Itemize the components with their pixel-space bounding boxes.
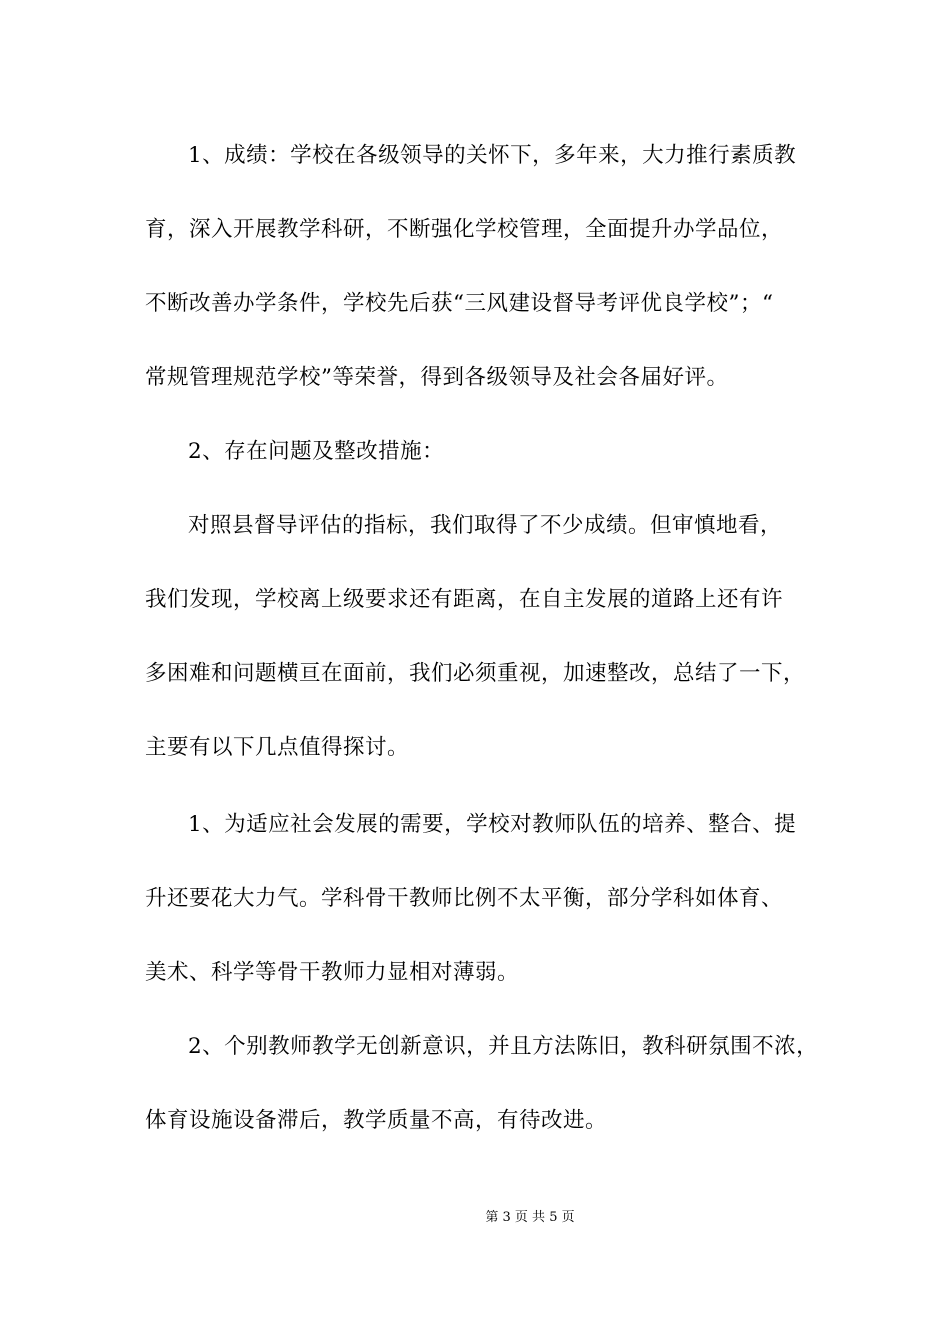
paragraph-line: 升还要花大力气。学科骨干教师比例不太平衡，部分学科如体育、	[145, 886, 784, 911]
paragraph-line: 1、为适应社会发展的需要，学校对教师队伍的培养、整合、提	[188, 812, 797, 837]
page-number-footer: 第 3 页 共 5 页	[485, 1210, 575, 1225]
paragraph-line: 常规管理规范学校”等荣誉，得到各级领导及社会各届好评。	[145, 365, 729, 390]
paragraph-line: 育，深入开展教学科研，不断强化学校管理，全面提升办学品位，	[145, 217, 784, 242]
paragraph-line: 多困难和问题横亘在面前，我们必须重视，加速整改，总结了一下，	[145, 661, 806, 686]
paragraph-line: 主要有以下几点值得探讨。	[145, 735, 410, 760]
paragraph-line: 不断改善办学条件，学校先后获“三风建设督导考评优良学校”；“	[145, 291, 774, 316]
paragraph-line: 2、个别教师教学无创新意识，并且方法陈旧，教科研氛围不浓，	[188, 1034, 819, 1059]
paragraph-line: 我们发现，学校离上级要求还有距离，在自主发展的道路上还有许	[145, 587, 784, 612]
paragraph-line: 1、成绩：学校在各级领导的关怀下，多年来，大力推行素质教	[188, 143, 797, 168]
paragraph-line: 对照县督导评估的指标，我们取得了不少成绩。但审慎地看，	[188, 513, 783, 538]
paragraph-line: 体育设施设备滞后，教学质量不高，有待改进。	[145, 1108, 608, 1133]
section-heading: 2、存在问题及整改措施：	[188, 439, 445, 464]
paragraph-line: 美术、科学等骨干教师力显相对薄弱。	[145, 960, 520, 985]
